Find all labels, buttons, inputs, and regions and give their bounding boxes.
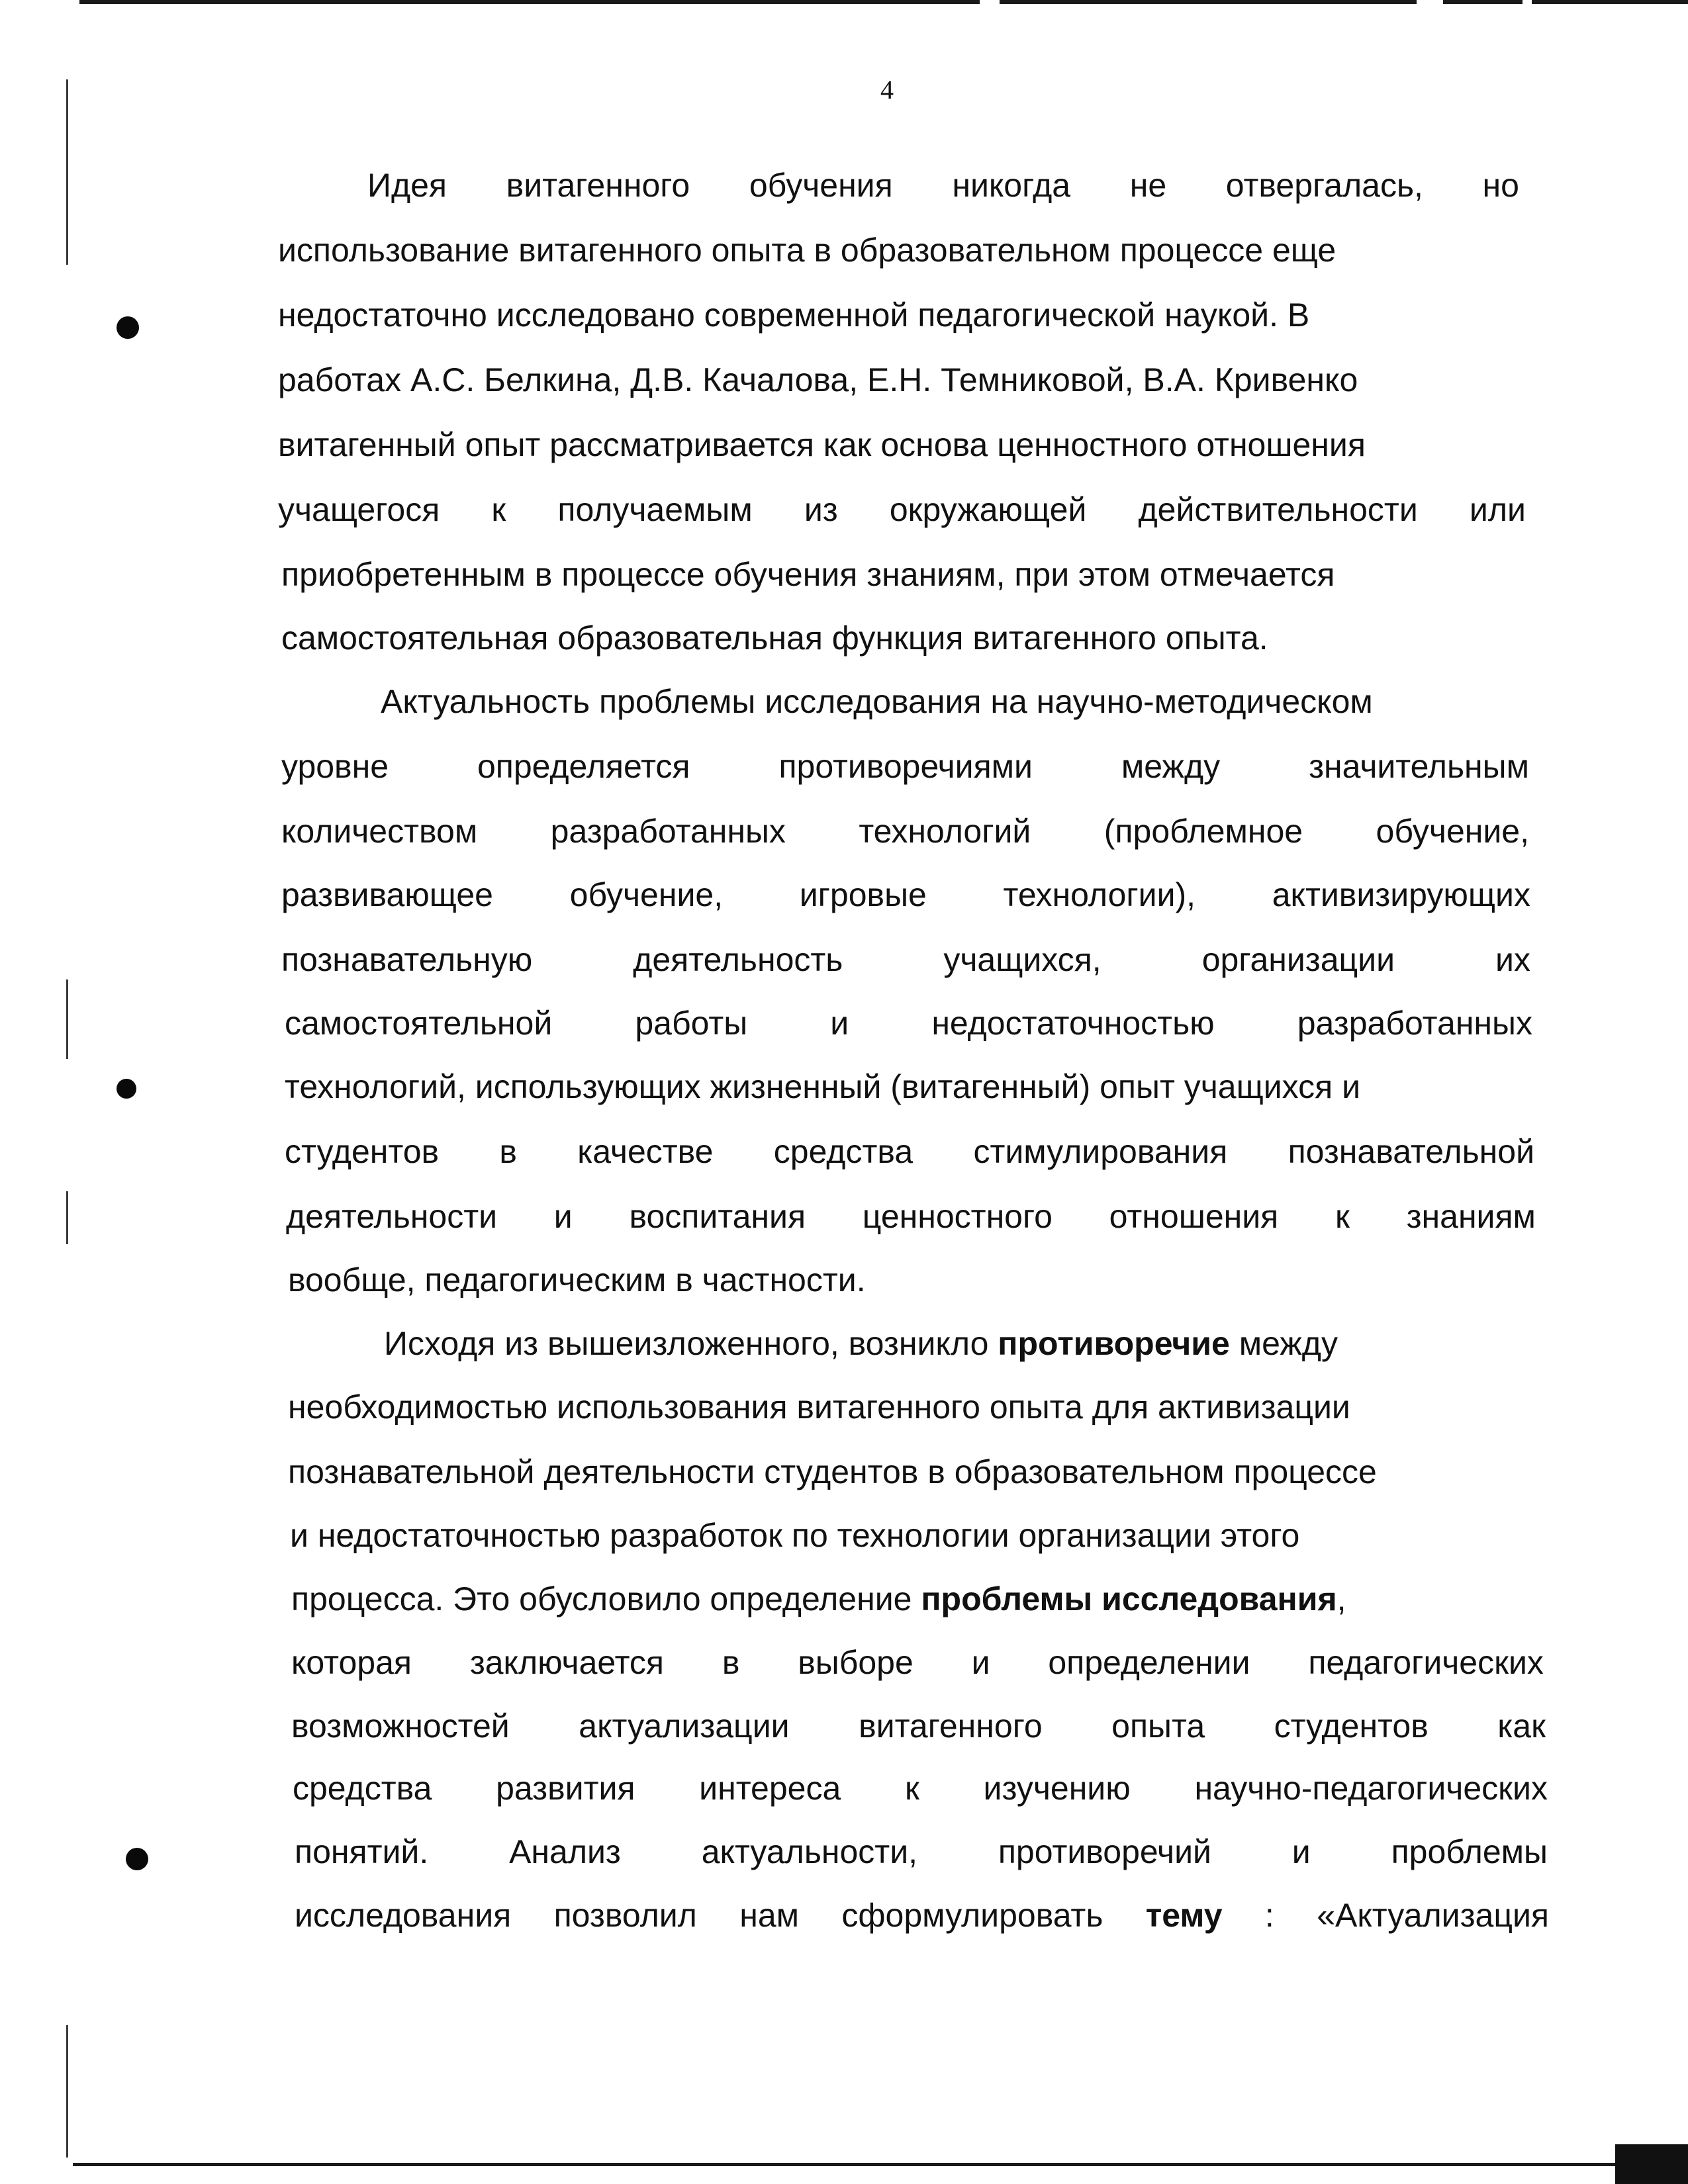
text-word: интереса bbox=[699, 1770, 841, 1807]
text-word: к bbox=[904, 1770, 919, 1807]
text-line bbox=[278, 295, 1523, 335]
text-line bbox=[281, 618, 1526, 658]
text-word: к bbox=[1335, 1198, 1350, 1235]
text-word: противоречиями bbox=[778, 748, 1033, 785]
text-word: к bbox=[491, 491, 506, 528]
text-line bbox=[291, 1579, 1542, 1619]
text-word: уровне bbox=[281, 748, 389, 785]
text-word: деятельности bbox=[286, 1198, 498, 1235]
text-word: познавательную bbox=[281, 941, 533, 978]
text-word: определяется bbox=[477, 748, 690, 785]
text-word: необходимостью использования витагенного опыта для активизации bbox=[288, 1388, 1350, 1426]
top-scan-rule bbox=[79, 0, 1688, 4]
scan-corner-mark bbox=[1615, 2144, 1688, 2184]
text-word: средства bbox=[293, 1770, 432, 1807]
text-word: определении bbox=[1048, 1644, 1250, 1681]
punch-hole-top bbox=[117, 316, 139, 339]
bold-term: противоречие bbox=[998, 1325, 1230, 1362]
text-word: которая bbox=[291, 1644, 412, 1681]
text-word: студентов bbox=[285, 1133, 440, 1170]
top-rule-gap bbox=[1523, 0, 1532, 4]
text-word: технологий, использующих жизненный (витагенный) опыт учащихся и bbox=[285, 1068, 1360, 1105]
text-word: игровые bbox=[799, 876, 927, 913]
text-word: сформулировать bbox=[841, 1897, 1103, 1934]
text-word: окружающей bbox=[889, 491, 1087, 528]
text-line bbox=[295, 1832, 1548, 1872]
text-word: работах А.С. Белкина, Д.В. Качалова, Е.Н. Темниковой, В.А. Кривенко bbox=[278, 361, 1358, 398]
text-word: разработанных bbox=[1297, 1005, 1532, 1042]
text-line bbox=[281, 747, 1529, 786]
text-line bbox=[285, 1132, 1534, 1171]
text-word: изучению bbox=[983, 1770, 1131, 1807]
text-word: самостоятельной bbox=[285, 1005, 553, 1042]
text-line bbox=[285, 1067, 1534, 1107]
text-word: но bbox=[1482, 167, 1519, 204]
text-word: педагогических bbox=[1308, 1644, 1544, 1681]
text-line bbox=[278, 230, 1523, 270]
text-line bbox=[291, 1706, 1546, 1746]
text-line bbox=[295, 1895, 1549, 1935]
text-line bbox=[384, 1324, 1539, 1363]
text-word: (проблемное bbox=[1103, 813, 1303, 850]
text-word: деятельность bbox=[633, 941, 843, 978]
left-scan-edge bbox=[66, 1191, 68, 1244]
text-line bbox=[286, 1197, 1536, 1236]
bottom-scan-rule bbox=[73, 2163, 1688, 2166]
text-word: качестве bbox=[577, 1133, 714, 1170]
text-word: никогда bbox=[952, 167, 1071, 204]
text-word: актуальности, bbox=[701, 1833, 918, 1870]
text-word: познавательной деятельности студентов в образовательном процессе bbox=[288, 1453, 1377, 1490]
text-word: или bbox=[1469, 491, 1526, 528]
text-word: научно-педагогических bbox=[1194, 1770, 1548, 1807]
text-word: : bbox=[1264, 1897, 1274, 1934]
text-word: заключается bbox=[469, 1644, 664, 1681]
text-word: и bbox=[971, 1644, 990, 1681]
text-word: значительным bbox=[1309, 748, 1529, 785]
text-word: между bbox=[1121, 748, 1221, 785]
text-word: актуализации bbox=[579, 1707, 790, 1745]
text-word: и bbox=[830, 1005, 849, 1042]
text-word: обучение, bbox=[569, 876, 724, 913]
text-word: и недостаточностью разработок по технологии организации этого bbox=[290, 1517, 1300, 1554]
text-word: учащегося bbox=[278, 491, 440, 528]
text-line bbox=[288, 1452, 1542, 1492]
text-word: действительности bbox=[1138, 491, 1418, 528]
text-word: выборе bbox=[798, 1644, 914, 1681]
text-line bbox=[278, 425, 1523, 465]
text-word: недостаточностью bbox=[931, 1005, 1215, 1042]
text-line bbox=[281, 555, 1526, 594]
text-word: обучения bbox=[749, 167, 893, 204]
text-word: приобретенным в процессе обучения знаниям, при этом отмечается bbox=[281, 556, 1335, 593]
text-word: недостаточно исследовано современной педагогической наукой. В bbox=[278, 296, 1310, 334]
punch-hole-bottom bbox=[126, 1848, 148, 1870]
text-word: стимулирования bbox=[973, 1133, 1228, 1170]
text-word: и bbox=[1291, 1833, 1311, 1870]
text-line bbox=[281, 875, 1530, 915]
text-word: позволил bbox=[553, 1897, 697, 1934]
top-rule-gap bbox=[980, 0, 1000, 4]
text-word: разработанных bbox=[550, 813, 786, 850]
text-word: получаемым bbox=[557, 491, 753, 528]
text-word: , bbox=[1336, 1580, 1346, 1617]
text-word: не bbox=[1129, 167, 1167, 204]
text-word: опыта bbox=[1111, 1707, 1205, 1745]
text-word: знаниям bbox=[1406, 1198, 1536, 1235]
text-word: технологии), bbox=[1003, 876, 1196, 913]
text-line bbox=[281, 940, 1530, 979]
top-rule-gap bbox=[1417, 0, 1443, 4]
text-line bbox=[278, 360, 1523, 400]
text-word: ценностного bbox=[862, 1198, 1053, 1235]
text-word: воспитания bbox=[629, 1198, 806, 1235]
text-line bbox=[288, 1387, 1541, 1427]
text-word: нам bbox=[739, 1897, 800, 1934]
text-word: студентов bbox=[1274, 1707, 1429, 1745]
text-word: их bbox=[1495, 941, 1530, 978]
text-word: исследования bbox=[295, 1897, 512, 1934]
text-word: отвергалась, bbox=[1225, 167, 1423, 204]
text-line bbox=[288, 1260, 1536, 1300]
text-word: возможностей bbox=[291, 1707, 510, 1745]
text-word: в bbox=[499, 1133, 517, 1170]
text-word: обучение, bbox=[1376, 813, 1529, 850]
text-line bbox=[285, 1003, 1532, 1043]
text-word: понятий. bbox=[295, 1833, 429, 1870]
text-word: витагенного bbox=[506, 167, 690, 204]
text-word: самостоятельная образовательная функция витагенного опыта. bbox=[281, 619, 1268, 657]
text-line bbox=[367, 165, 1519, 205]
text-line bbox=[381, 682, 1529, 721]
text-word: познавательной bbox=[1288, 1133, 1534, 1170]
text-word: противоречий bbox=[998, 1833, 1211, 1870]
text-line bbox=[291, 1643, 1544, 1682]
text-word: Анализ bbox=[509, 1833, 621, 1870]
left-scan-edge bbox=[66, 979, 68, 1059]
page-number: 4 bbox=[880, 75, 894, 105]
text-word: средства bbox=[773, 1133, 914, 1170]
text-word: Исходя из вышеизложенного, возникло bbox=[384, 1325, 998, 1362]
text-word: «Актуализация bbox=[1317, 1897, 1549, 1934]
text-word: технологий bbox=[859, 813, 1031, 850]
text-word: использование витагенного опыта в образовательном процессе еще bbox=[278, 232, 1336, 269]
text-line bbox=[278, 490, 1526, 529]
text-word: как bbox=[1497, 1707, 1546, 1745]
text-word: между bbox=[1229, 1325, 1338, 1362]
text-word: и bbox=[553, 1198, 573, 1235]
text-word: отношения bbox=[1109, 1198, 1279, 1235]
text-word: развития bbox=[496, 1770, 635, 1807]
bold-term: проблемы исследования bbox=[921, 1580, 1337, 1617]
text-word: Актуальность проблемы исследования на научно-методическом bbox=[381, 683, 1373, 720]
text-word: витагенного bbox=[859, 1707, 1043, 1745]
text-word: в bbox=[722, 1644, 740, 1681]
bold-term: тему bbox=[1145, 1897, 1223, 1934]
text-line bbox=[281, 811, 1529, 851]
text-word: работы bbox=[635, 1005, 748, 1042]
text-word: проблемы bbox=[1391, 1833, 1548, 1870]
text-word: активизирующих bbox=[1272, 876, 1530, 913]
text-word: процесса. Это обусловило определение bbox=[291, 1580, 921, 1617]
text-line bbox=[293, 1768, 1548, 1808]
text-word: учащихся, bbox=[943, 941, 1102, 978]
text-word: количеством bbox=[281, 813, 478, 850]
text-line bbox=[290, 1516, 1542, 1555]
text-word: из bbox=[804, 491, 838, 528]
left-scan-edge bbox=[66, 2025, 68, 2158]
text-word: вообще, педагогическим в частности. bbox=[288, 1261, 866, 1298]
left-scan-edge bbox=[66, 79, 68, 265]
text-word: Идея bbox=[367, 167, 447, 204]
text-word: организации bbox=[1201, 941, 1395, 978]
text-word: развивающее bbox=[281, 876, 493, 913]
text-word: витагенный опыт рассматривается как основа ценностного отношения bbox=[278, 426, 1366, 463]
punch-hole-middle bbox=[117, 1079, 136, 1099]
